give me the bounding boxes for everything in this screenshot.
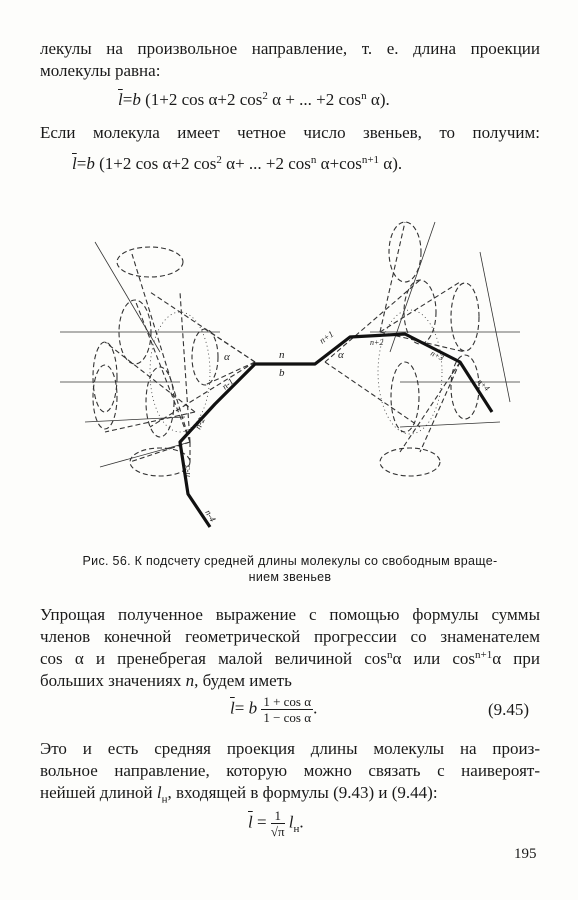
left-cones <box>93 247 255 476</box>
figure-caption-line: Рис. 56. К подсчету средней длины молекулы со свободным враще- <box>82 554 498 568</box>
fraction: $\frac{1}{√\pi}$ <box>270 808 285 839</box>
label-n-plus-3: n+3 <box>429 348 446 363</box>
paragraph-line: нейшей длиной $l_н$, входящей в формулы (9.43) и (9.44): <box>40 783 438 806</box>
label-b: b <box>279 367 285 379</box>
paragraph-line: Если молекула имеет четное число звеньев, то получим: <box>40 123 540 142</box>
paragraph-line: лекулы на произвольное направление, т. е. длина проекции <box>40 39 540 58</box>
label-n-minus-1: n-1 <box>219 376 236 392</box>
label-n-minus-4: n-4 <box>203 508 218 524</box>
right-cones <box>325 222 480 476</box>
paragraph-line: Это и есть средняя проекция длины молекулы на произ- <box>40 739 540 758</box>
label-alpha-left: α <box>224 351 230 363</box>
paragraph-line: вольное направление, которую можно связать с наивероят- <box>40 761 540 780</box>
paragraph-line: Упрощая полученное выражение с помощью формулы суммы <box>40 605 540 624</box>
label-alpha-right: α <box>338 349 344 361</box>
label-n-plus-4: n+4 <box>475 377 492 393</box>
right-dotted-arcs <box>378 310 442 434</box>
equation-mean-projection: $\overline{l}=b$ (1+2 cos α+2 $\cos^2 \alpha$ + ... +2 $\cos^n \alpha$). <box>118 90 390 109</box>
equation-even-links: $\overline{l}=b$ (1+2 cos α+2 $\cos^2 \alpha+$ ... +2 $\cos^n \alpha+\cos^{n+1}$ α). <box>72 154 403 173</box>
equation-number: (9.45) <box>488 700 530 719</box>
right-axis-lines <box>370 222 520 427</box>
paragraph-line: членов конечной геометрической прогрессии со знаменателем <box>40 627 540 646</box>
equation-l-nv: $\overline{l}$ = $\frac{1}{√\pi}$ $l_н$. <box>248 808 304 839</box>
figure-caption-line: нием звеньев <box>248 570 332 584</box>
fraction: $\frac{\text{1 + cos α}}{\text{1 − cos α}}$ <box>263 694 312 725</box>
equation-9-45: $\overline{l}= b$ $\frac{\text{1 + cos α}}{\text{1 − cos α}}$ . <box>230 694 318 725</box>
molecule-rotation-figure <box>40 212 540 542</box>
label-n-plus-1: n+1 <box>317 328 336 346</box>
label-n-minus-2: n-2 <box>192 415 207 431</box>
left-dotted-arcs <box>150 312 210 432</box>
paragraph-line: молекулы равна: <box>40 61 161 80</box>
paragraph-line: cos α и пренебрегая малой величиной $\cos^n\alpha$ или $\cos^{n+1}\alpha$ при <box>40 649 540 668</box>
label-n-plus-2: n+2 <box>370 338 384 347</box>
page-number: 195 <box>514 846 537 862</box>
paragraph-line: больших значениях n, будем иметь <box>40 671 292 690</box>
label-n-minus-3: n-3 <box>182 465 192 477</box>
label-n: n <box>279 349 285 361</box>
